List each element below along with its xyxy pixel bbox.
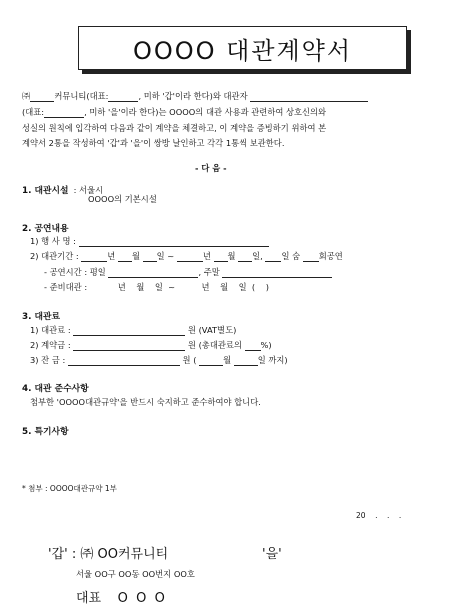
blank	[118, 252, 132, 262]
intro-line-2	[22, 106, 326, 118]
intro-line-2-a: (대표:	[22, 107, 45, 117]
prep-rental-label: - 준비대관 :	[44, 282, 88, 292]
section-3-heading: 3. 대관료	[22, 312, 61, 322]
section-1-value-2: OOOO의 기본시설	[88, 194, 157, 204]
party-a-label: '갑' :	[48, 547, 77, 562]
intro-line-4: 계약서 2통을 작성하여 '갑'과 '을'이 쌍방 날인하고 각각 1통씩 보관한다.	[22, 138, 285, 148]
section-1-heading: 1. 대관시설	[22, 186, 69, 196]
days: 일 숨	[281, 251, 301, 261]
blank	[238, 252, 252, 262]
rental-fee-suffix: 원 (VAT별도)	[187, 325, 237, 335]
blank	[222, 268, 332, 278]
blank	[177, 252, 203, 262]
balance-month: 월	[223, 355, 232, 365]
prep-rental-dates: 년 월 일 ~ 년 월 일 ( )	[117, 282, 269, 292]
section-3-item-3	[30, 354, 288, 366]
month-1: 월	[131, 251, 140, 261]
blank-renter-name	[250, 92, 368, 102]
party-a-address: 서울 OO구 OO동 OO번지 OO호	[76, 569, 195, 579]
event-name-blank	[79, 237, 269, 247]
document-title: OOOO 대관계약서	[132, 36, 353, 65]
blank	[303, 252, 319, 262]
section-4-body: 첨부한 'OOOO대관규약'을 반드시 숙지하고 준수하여야 합니다.	[30, 397, 261, 407]
section-3-item-1	[30, 324, 236, 336]
blank	[214, 252, 228, 262]
day-1: 일 ~	[156, 251, 175, 261]
intro-line-2-b: , 미하 '을'이라 한다)는 OOOO의 대관 사용과 관련하여 상호신의와	[84, 107, 327, 117]
day-2: 일,	[252, 251, 263, 261]
section-1-value-1: : 서울시	[73, 185, 104, 195]
deposit-percent: %)	[260, 340, 272, 350]
balance-label: 3) 잔 금 :	[30, 355, 66, 365]
blank	[199, 356, 223, 366]
blank	[68, 356, 180, 366]
performance-time-row	[44, 266, 332, 278]
year-2: 년	[202, 251, 211, 261]
section-5-heading: 5. 특기사항	[22, 427, 69, 437]
intro-line-1	[22, 90, 368, 102]
blank	[234, 356, 258, 366]
intro-line-3: 성실의 원칙에 입각하여 다음과 같이 계약을 체결하고, 이 계약을 증빙하기 위하여 본	[22, 123, 327, 133]
attachment-note: * 첨부 : OOOO대관규약 1부	[22, 484, 117, 493]
rental-fee-label: 1) 대관료 :	[30, 325, 71, 335]
party-a-representative: 대표 O O O	[76, 591, 165, 606]
blank	[108, 268, 198, 278]
party-a-name: ㈜ OO커뮤니티	[80, 547, 169, 562]
performance-time-label: - 공연시간 : 평일	[44, 267, 106, 277]
section-3-item-2	[30, 339, 272, 351]
year-1: 년	[107, 251, 116, 261]
blank	[265, 252, 281, 262]
deposit-suffix: 원 (총대관료의	[187, 340, 242, 350]
section-2-item-2	[30, 250, 343, 262]
balance-day: 일 까지)	[257, 355, 288, 365]
prep-rental-row	[44, 281, 269, 293]
contract-date: 20 . . .	[356, 511, 402, 520]
party-a-row	[48, 543, 168, 562]
deposit-label: 2) 계약금 :	[30, 340, 71, 350]
event-name-label: 1) 행 사 명 :	[30, 236, 76, 246]
blank	[81, 252, 107, 262]
blank-rep-a	[108, 92, 138, 102]
blank	[143, 252, 157, 262]
blank	[245, 341, 261, 351]
section-2-item-1	[30, 235, 269, 247]
section-4-heading: 4. 대관 준수사항	[22, 384, 89, 394]
intro-line-1-mid: 커뮤니티(대표:	[54, 91, 109, 101]
document-title-box	[78, 26, 407, 70]
party-b-label: '을'	[262, 547, 282, 562]
intro-company-prefix: ㈜	[22, 91, 31, 101]
intro-line-1-after: , 미하 '갑'이라 한다)와 대관자	[138, 91, 248, 101]
month-2: 월	[227, 251, 236, 261]
blank	[73, 326, 185, 336]
blank-company-name	[30, 92, 54, 102]
blank-rep-b	[44, 108, 84, 118]
performance-time-weekend: , 주말	[198, 267, 220, 277]
rental-period-label: 2) 대관기간 :	[30, 251, 79, 261]
balance-suffix: 원 (	[182, 355, 197, 365]
section-2-heading: 2. 공연내용	[22, 224, 69, 234]
times: 회공연	[318, 251, 343, 261]
section-divider: - 다 음 -	[195, 163, 227, 173]
blank	[73, 341, 185, 351]
